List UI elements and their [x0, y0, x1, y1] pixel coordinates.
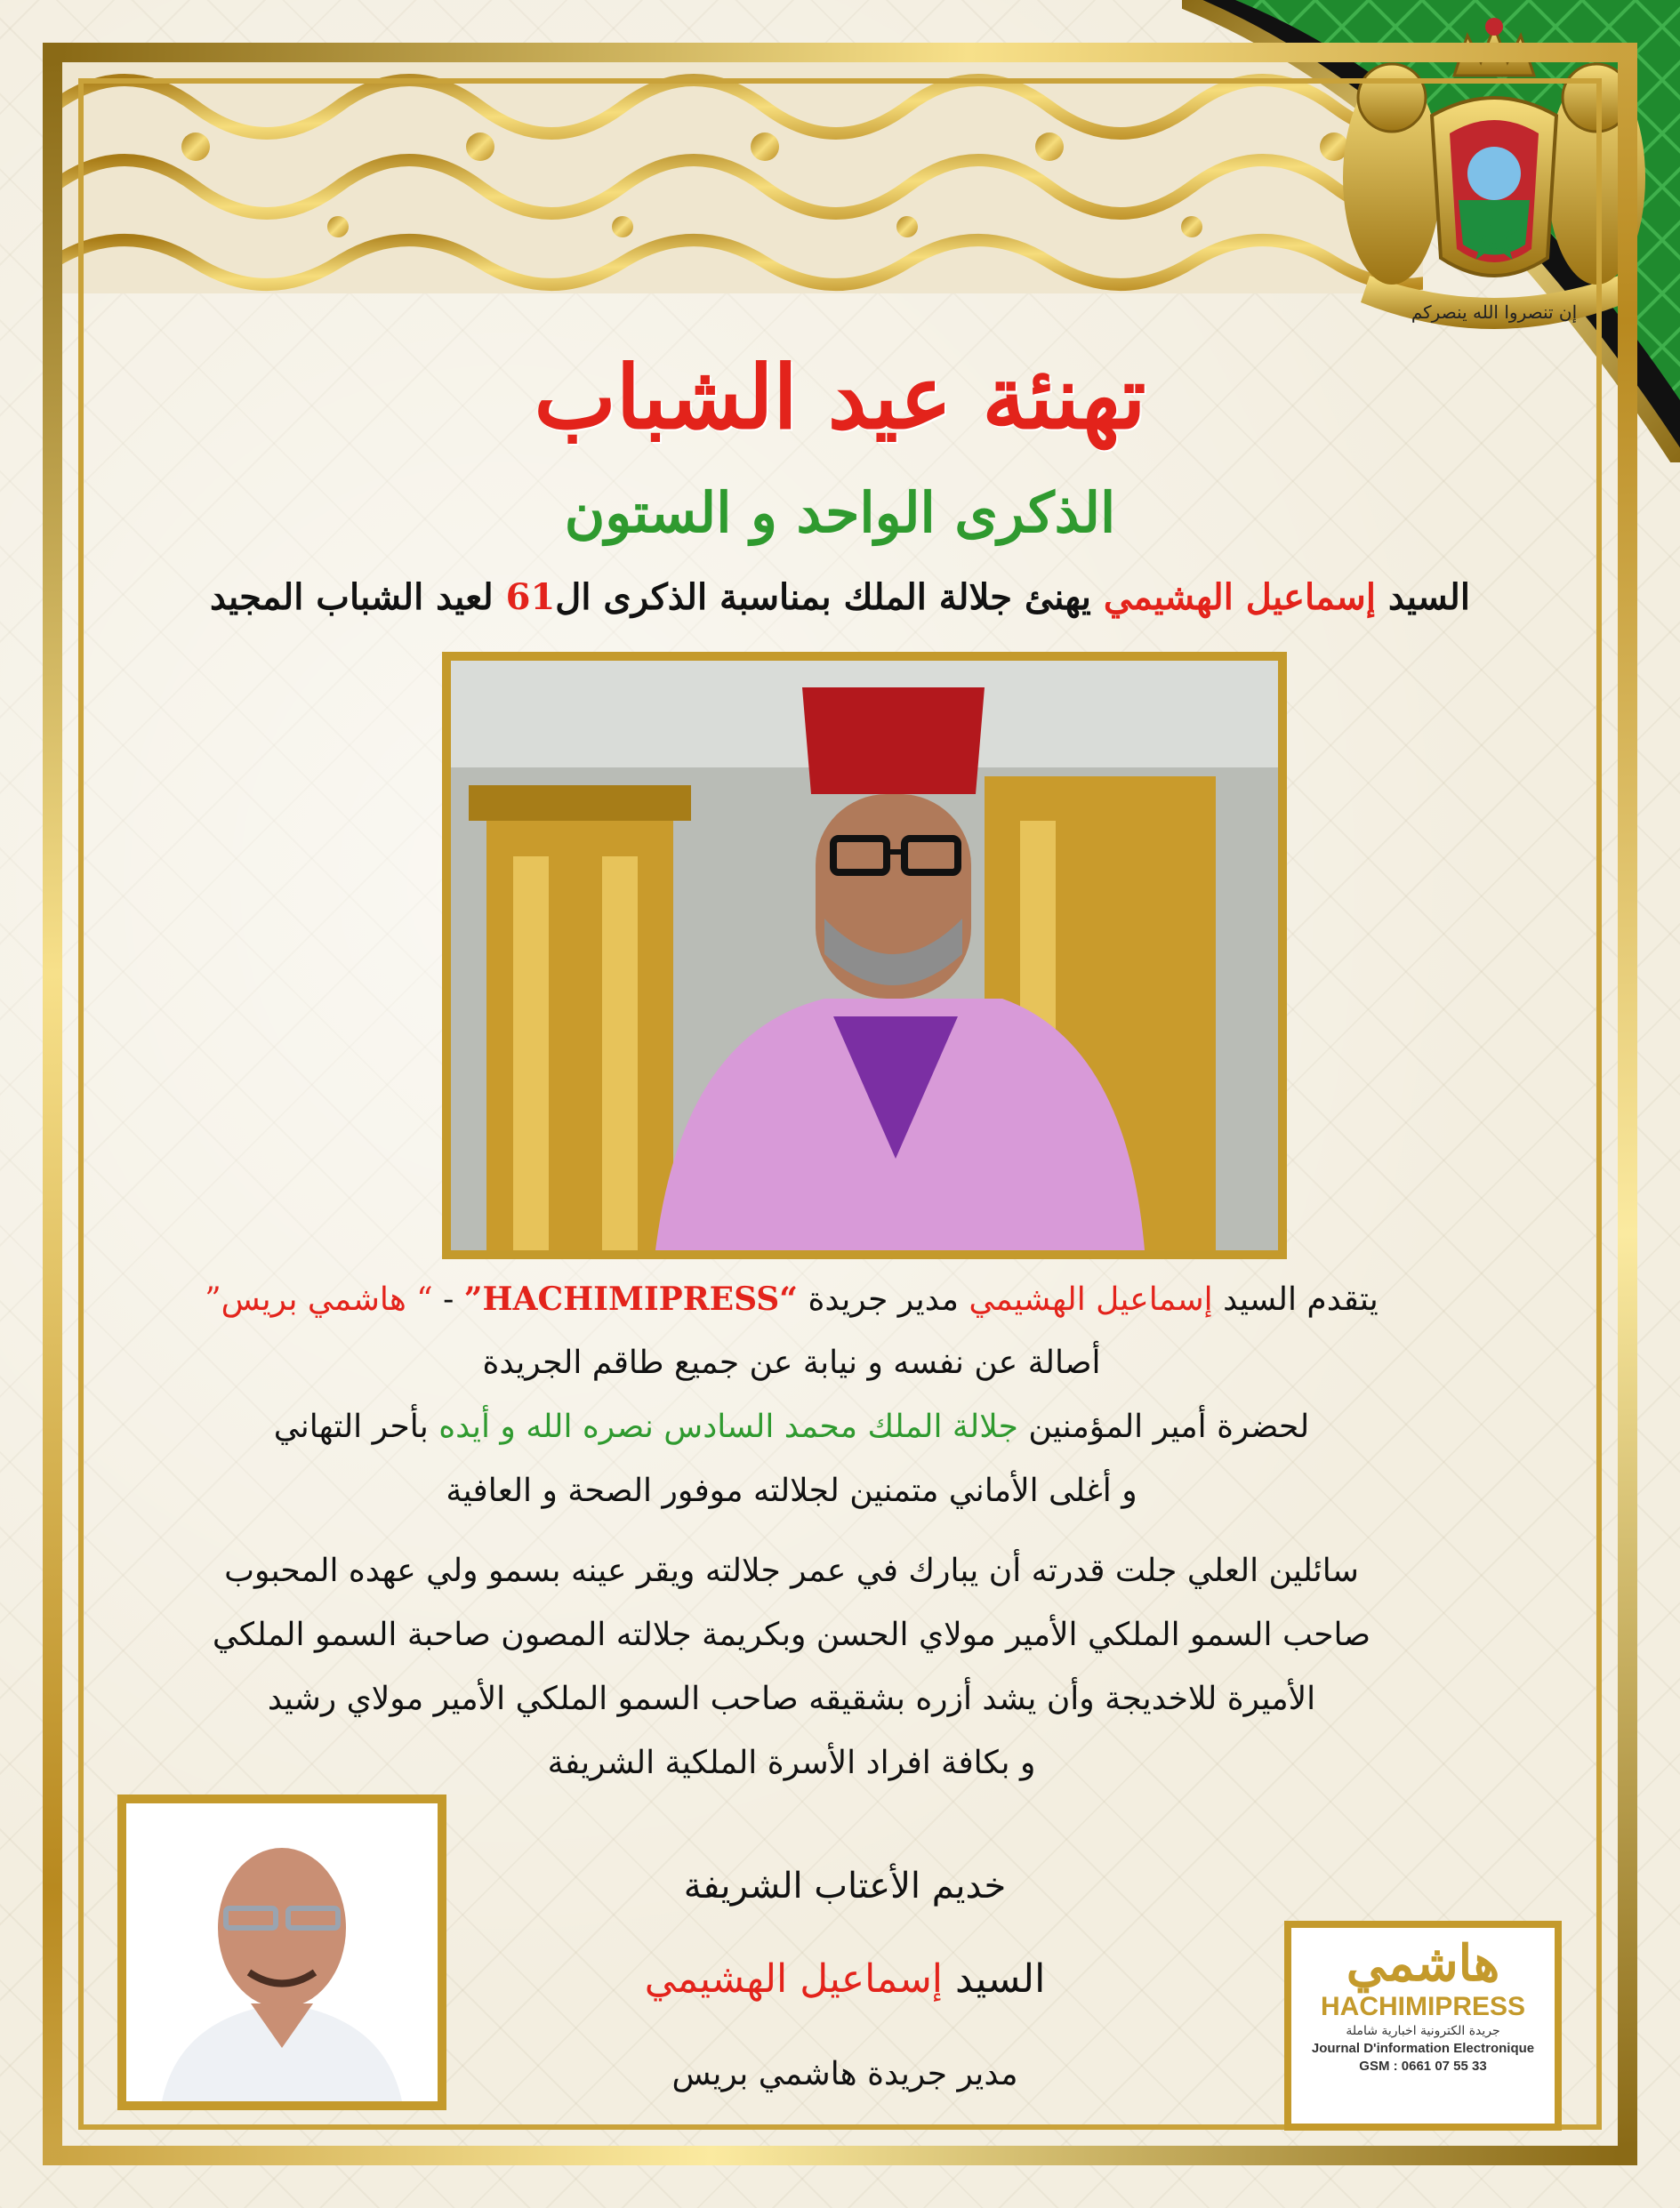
- intro-prefix: يتقدم السيد: [1223, 1281, 1379, 1318]
- line3-king: جلالة الملك محمد السادس نصره الله و أيده: [438, 1409, 1018, 1445]
- message-line-2: أصالة عن نفسه و نيابة عن جميع طاقم الجريدة: [482, 1345, 1101, 1381]
- line3-suffix: بأحر التهاني: [273, 1409, 429, 1445]
- logo-tagline-french: Journal D'information Electronique: [1311, 2041, 1535, 2056]
- logo-brand: HACHIMIPRESS: [1320, 1992, 1526, 2021]
- message-line-6: صاحب السمو الملكي الأمير مولاي الحسن وبكريمة جلالته المصون صاحبة السمو الملكي: [212, 1617, 1371, 1653]
- emblem-motto: إن تنصروا الله ينصركم: [1411, 301, 1578, 323]
- message-line-7: الأميرة للاخديجة وأن يشد أزره بشقيقه صاحب السمو الملكي الأمير مولاي رشيد: [267, 1681, 1316, 1717]
- logo-gsm: GSM : 0661 07 55 33: [1359, 2059, 1487, 2074]
- logo-tagline-arabic: جريدة الكترونية اخبارية شاملة: [1346, 2024, 1500, 2038]
- congrats-line-suffix: لعيد الشباب المجيد: [210, 576, 494, 618]
- intro-dash: -: [443, 1281, 454, 1318]
- signature-title: السيد: [955, 1956, 1046, 2002]
- message-line-3: [133, 1409, 1450, 1445]
- intro-brand-latin: “HACHIMIPRESS”: [463, 1281, 799, 1318]
- director-portrait: [117, 1795, 446, 2110]
- intro-brand-arabic: “ هاشمي بريس”: [205, 1281, 433, 1318]
- signature-servant: خديم الأعتاب الشريفة: [683, 1866, 1007, 1907]
- message-line-8: و بكافة افراد الأسرة الملكية الشريفة: [547, 1745, 1036, 1781]
- main-title: تهنئة عيد الشباب: [534, 347, 1146, 449]
- congrats-line-prefix: السيد: [1387, 576, 1470, 618]
- signature-name: إسماعيل الهشيمي: [644, 1956, 944, 2002]
- signature-role: مدير جريدة هاشمي بريس: [671, 2056, 1018, 2092]
- intro-name: إسماعيل الهشيمي: [969, 1281, 1213, 1318]
- logo-arabic-mark: هاشمي: [1346, 1934, 1500, 1993]
- hachimipress-logo: [1284, 1921, 1562, 2131]
- king-portrait-illustration: [451, 661, 1278, 1250]
- king-photo: [442, 652, 1287, 1259]
- congrats-line-number: 61: [505, 576, 556, 618]
- message-line-5: سائلين العلي جلت قدرته أن يبارك في عمر جلالته ويقر عينه بسمو ولي عهده المحبوب: [224, 1553, 1359, 1589]
- message-intro: [133, 1281, 1450, 1318]
- congrats-line-middle: يهنئ جلالة الملك بمناسبة الذكرى ال: [555, 576, 1091, 618]
- intro-role: مدير جريدة: [808, 1281, 959, 1318]
- subtitle: الذكرى الواحد و الستون: [564, 480, 1116, 545]
- message-line-4: و أغلى الأماني متمنين لجلالته موفور الصحة و العافية: [446, 1473, 1137, 1509]
- congrats-line-name: إسماعيل الهشيمي: [1103, 576, 1376, 618]
- congrats-line: [0, 576, 1680, 618]
- line3-prefix: لحضرة أمير المؤمنين: [1028, 1409, 1310, 1445]
